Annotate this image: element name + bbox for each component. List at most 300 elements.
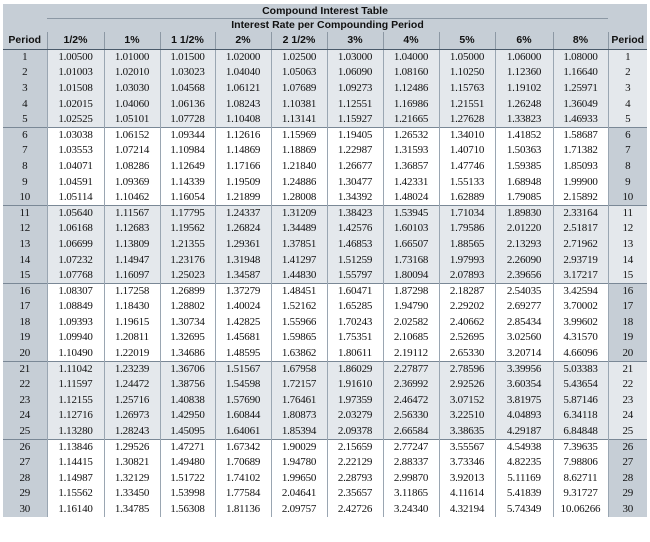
table-cell: 2.29202	[439, 299, 495, 315]
table-cell: 1.17166	[215, 159, 271, 175]
table-cell: 1.21899	[215, 190, 271, 206]
table-row	[3, 221, 647, 237]
period-cell: 13	[608, 237, 647, 253]
table-cell: 2.78596	[439, 361, 495, 377]
table-body	[3, 50, 647, 518]
table-cell: 1.67342	[215, 439, 271, 455]
table-cell: 1.01003	[47, 65, 104, 81]
period-cell: 28	[3, 471, 47, 487]
table-cell: 1.79085	[495, 190, 553, 206]
table-cell: 1.19509	[215, 174, 271, 190]
table-cell: 1.37851	[271, 237, 327, 253]
table-cell: 1.38423	[327, 205, 383, 221]
table-cell: 4.66096	[553, 346, 608, 362]
table-cell: 1.09940	[47, 330, 104, 346]
table-cell: 1.02015	[47, 96, 104, 112]
table-cell: 1.01500	[160, 50, 215, 66]
table-cell: 1.50363	[495, 143, 553, 159]
table-cell: 1.36857	[383, 159, 439, 175]
period-cell: 3	[608, 81, 647, 97]
period-cell: 1	[608, 50, 647, 66]
table-cell: 1.67958	[271, 361, 327, 377]
table-cell: 3.73346	[439, 455, 495, 471]
table-cell: 1.10462	[104, 190, 160, 206]
table-cell: 1.12649	[160, 159, 215, 175]
table-cell: 1.87298	[383, 283, 439, 299]
table-row	[3, 112, 647, 128]
table-cell: 1.94780	[271, 455, 327, 471]
period-cell: 10	[608, 190, 647, 206]
table-cell: 1.53945	[383, 205, 439, 221]
table-cell: 1.13141	[271, 112, 327, 128]
table-cell: 2.69277	[495, 299, 553, 315]
table-cell: 1.08307	[47, 283, 104, 299]
rate-header: 2%	[215, 32, 271, 50]
period-cell: 18	[608, 315, 647, 331]
table-cell: 1.12683	[104, 221, 160, 237]
table-cell: 2.15659	[327, 439, 383, 455]
table-cell: 1.34587	[215, 268, 271, 284]
table-title: Compound Interest Table	[3, 4, 647, 19]
table-row	[3, 439, 647, 455]
table-cell: 1.08849	[47, 299, 104, 315]
period-cell: 17	[3, 299, 47, 315]
table-cell: 1.22987	[327, 143, 383, 159]
table-cell: 3.07152	[439, 393, 495, 409]
table-cell: 1.04568	[160, 81, 215, 97]
table-row	[3, 502, 647, 518]
table-cell: 1.31593	[383, 143, 439, 159]
table-cell: 2.46472	[383, 393, 439, 409]
table-cell: 1.07214	[104, 143, 160, 159]
table-cell: 1.51567	[215, 361, 271, 377]
table-cell: 1.19562	[160, 221, 215, 237]
period-cell: 5	[608, 112, 647, 128]
table-cell: 1.48451	[271, 283, 327, 299]
table-cell: 2.42726	[327, 502, 383, 518]
table-cell: 1.70689	[215, 455, 271, 471]
table-cell: 2.22129	[327, 455, 383, 471]
table-cell: 1.26899	[160, 283, 215, 299]
table-cell: 1.80611	[327, 346, 383, 362]
table-cell: 1.15763	[439, 81, 495, 97]
rate-header: 1/2%	[47, 32, 104, 50]
table-cell: 1.03038	[47, 127, 104, 143]
period-cell: 29	[3, 486, 47, 502]
table-cell: 3.60354	[495, 377, 553, 393]
table-cell: 2.65330	[439, 346, 495, 362]
table-cell: 1.18869	[271, 143, 327, 159]
period-cell: 8	[608, 159, 647, 175]
table-cell: 1.16640	[553, 65, 608, 81]
table-cell: 1.12155	[47, 393, 104, 409]
table-cell: 1.30477	[327, 174, 383, 190]
table-cell: 2.52695	[439, 330, 495, 346]
table-cell: 1.06090	[327, 65, 383, 81]
table-cell: 2.33164	[553, 205, 608, 221]
table-cell: 1.26532	[383, 127, 439, 143]
table-cell: 1.04060	[104, 96, 160, 112]
table-row	[3, 315, 647, 331]
table-cell: 1.17795	[160, 205, 215, 221]
table-cell: 1.04071	[47, 159, 104, 175]
table-cell: 1.21840	[271, 159, 327, 175]
table-cell: 1.25971	[553, 81, 608, 97]
table-cell: 1.11042	[47, 361, 104, 377]
rate-header: 1 1/2%	[160, 32, 215, 50]
table-cell: 1.54598	[215, 377, 271, 393]
period-cell: 15	[608, 268, 647, 284]
table-cell: 1.40838	[160, 393, 215, 409]
table-cell: 1.48024	[383, 190, 439, 206]
table-cell: 2.92526	[439, 377, 495, 393]
period-cell: 12	[3, 221, 47, 237]
table-cell: 1.05114	[47, 190, 104, 206]
period-cell: 15	[3, 268, 47, 284]
table-cell: 4.54938	[495, 439, 553, 455]
table-row	[3, 424, 647, 440]
table-cell: 2.88337	[383, 455, 439, 471]
table-cell: 6.34118	[553, 408, 608, 424]
table-cell: 1.04040	[215, 65, 271, 81]
table-cell: 2.04641	[271, 486, 327, 502]
table-cell: 1.36706	[160, 361, 215, 377]
table-cell: 1.77584	[215, 486, 271, 502]
table-row	[3, 408, 647, 424]
table-cell: 1.08160	[383, 65, 439, 81]
table-cell: 1.89830	[495, 205, 553, 221]
table-cell: 1.88565	[439, 237, 495, 253]
table-row	[3, 455, 647, 471]
table-cell: 3.20714	[495, 346, 553, 362]
table-cell: 1.14415	[47, 455, 104, 471]
rate-header: 2 1/2%	[271, 32, 327, 50]
table-cell: 2.35657	[327, 486, 383, 502]
table-cell: 1.34686	[160, 346, 215, 362]
table-cell: 1.12551	[327, 96, 383, 112]
period-cell: 21	[3, 361, 47, 377]
table-cell: 1.13280	[47, 424, 104, 440]
table-cell: 1.71382	[553, 143, 608, 159]
table-cell: 1.79586	[439, 221, 495, 237]
table-cell: 1.55797	[327, 268, 383, 284]
table-cell: 1.05640	[47, 205, 104, 221]
table-cell: 1.14869	[215, 143, 271, 159]
table-cell: 1.05000	[439, 50, 495, 66]
table-cell: 1.03553	[47, 143, 104, 159]
table-cell: 1.28243	[104, 424, 160, 440]
period-cell: 14	[3, 252, 47, 268]
table-cell: 1.01508	[47, 81, 104, 97]
table-cell: 1.05101	[104, 112, 160, 128]
table-cell: 1.19102	[495, 81, 553, 97]
table-cell: 1.06136	[160, 96, 215, 112]
period-cell: 30	[3, 502, 47, 518]
table-cell: 1.21665	[383, 112, 439, 128]
table-cell: 1.49480	[160, 455, 215, 471]
table-cell: 1.15927	[327, 112, 383, 128]
table-cell: 1.26973	[104, 408, 160, 424]
period-header-left: Period	[3, 32, 47, 50]
table-cell: 1.99650	[271, 471, 327, 487]
table-cell: 8.62711	[553, 471, 608, 487]
rate-header: 8%	[553, 32, 608, 50]
table-row	[3, 346, 647, 362]
table-cell: 1.24472	[104, 377, 160, 393]
period-cell: 5	[3, 112, 47, 128]
table-cell: 1.14987	[47, 471, 104, 487]
table-cell: 1.21551	[439, 96, 495, 112]
period-cell: 17	[608, 299, 647, 315]
table-cell: 1.10250	[439, 65, 495, 81]
rate-header: 1%	[104, 32, 160, 50]
table-cell: 1.16986	[383, 96, 439, 112]
rate-header: 6%	[495, 32, 553, 50]
compound-interest-table	[3, 4, 647, 517]
table-cell: 1.55133	[439, 174, 495, 190]
table-cell: 1.85394	[271, 424, 327, 440]
table-cell: 1.60103	[383, 221, 439, 237]
table-cell: 1.60844	[215, 408, 271, 424]
table-cell: 1.30734	[160, 315, 215, 331]
table-cell: 3.81975	[495, 393, 553, 409]
table-cell: 1.03023	[160, 65, 215, 81]
table-cell: 1.00500	[47, 50, 104, 66]
table-cell: 3.17217	[553, 268, 608, 284]
period-cell: 12	[608, 221, 647, 237]
table-row	[3, 393, 647, 409]
table-cell: 5.43654	[553, 377, 608, 393]
table-cell: 1.06000	[495, 50, 553, 66]
table-cell: 1.28008	[271, 190, 327, 206]
table-cell: 1.15562	[47, 486, 104, 502]
table-cell: 1.08000	[553, 50, 608, 66]
table-cell: 1.47271	[160, 439, 215, 455]
table-cell: 1.24886	[271, 174, 327, 190]
period-cell: 1	[3, 50, 47, 66]
table-cell: 1.94790	[383, 299, 439, 315]
table-cell: 1.75351	[327, 330, 383, 346]
table-cell: 1.55966	[271, 315, 327, 331]
table-cell: 1.38756	[160, 377, 215, 393]
table-cell: 1.97993	[439, 252, 495, 268]
table-cell: 1.12360	[495, 65, 553, 81]
period-cell: 19	[608, 330, 647, 346]
table-cell: 1.06699	[47, 237, 104, 253]
table-cell: 2.27877	[383, 361, 439, 377]
table-cell: 1.25023	[160, 268, 215, 284]
table-cell: 10.06266	[553, 502, 608, 518]
period-cell: 16	[3, 283, 47, 299]
table-cell: 3.39956	[495, 361, 553, 377]
table-cell: 2.03279	[327, 408, 383, 424]
table-cell: 1.62889	[439, 190, 495, 206]
table-cell: 3.92013	[439, 471, 495, 487]
table-cell: 1.58687	[553, 127, 608, 143]
table-cell: 1.42331	[383, 174, 439, 190]
table-cell: 1.40024	[215, 299, 271, 315]
table-cell: 2.71962	[553, 237, 608, 253]
table-cell: 1.06121	[215, 81, 271, 97]
table-cell: 4.32194	[439, 502, 495, 518]
table-cell: 1.24337	[215, 205, 271, 221]
period-cell: 27	[608, 455, 647, 471]
table-cell: 4.29187	[495, 424, 553, 440]
period-cell: 9	[3, 174, 47, 190]
table-cell: 1.42576	[327, 221, 383, 237]
table-cell: 1.33823	[495, 112, 553, 128]
table-cell: 1.37279	[215, 283, 271, 299]
table-cell: 2.02582	[383, 315, 439, 331]
table-row	[3, 205, 647, 221]
table-cell: 1.07768	[47, 268, 104, 284]
table-cell: 1.99900	[553, 174, 608, 190]
table-cell: 1.05063	[271, 65, 327, 81]
table-cell: 4.04893	[495, 408, 553, 424]
period-cell: 18	[3, 315, 47, 331]
period-cell: 23	[608, 393, 647, 409]
table-cell: 1.10490	[47, 346, 104, 362]
table-cell: 3.38635	[439, 424, 495, 440]
table-cell: 1.14947	[104, 252, 160, 268]
table-row	[3, 377, 647, 393]
table-cell: 1.26824	[215, 221, 271, 237]
table-cell: 1.56308	[160, 502, 215, 518]
table-cell: 5.41839	[495, 486, 553, 502]
table-cell: 1.64061	[215, 424, 271, 440]
table-row	[3, 330, 647, 346]
table-cell: 1.03030	[104, 81, 160, 97]
table-cell: 1.86029	[327, 361, 383, 377]
table-cell: 1.04000	[383, 50, 439, 66]
table-cell: 3.99602	[553, 315, 608, 331]
table-cell: 7.98806	[553, 455, 608, 471]
table-cell: 2.07893	[439, 268, 495, 284]
period-cell: 6	[3, 127, 47, 143]
table-cell: 1.31209	[271, 205, 327, 221]
table-cell: 1.08243	[215, 96, 271, 112]
table-cell: 1.32129	[104, 471, 160, 487]
period-cell: 10	[3, 190, 47, 206]
table-cell: 1.30821	[104, 455, 160, 471]
table-cell: 1.02500	[271, 50, 327, 66]
table-cell: 1.66507	[383, 237, 439, 253]
table-cell: 1.31948	[215, 252, 271, 268]
table-cell: 1.59865	[271, 330, 327, 346]
period-cell: 21	[608, 361, 647, 377]
table-cell: 3.55567	[439, 439, 495, 455]
period-cell: 3	[3, 81, 47, 97]
period-cell: 8	[3, 159, 47, 175]
period-cell: 4	[3, 96, 47, 112]
table-cell: 1.06168	[47, 221, 104, 237]
table-cell: 2.54035	[495, 283, 553, 299]
table-cell: 1.91610	[327, 377, 383, 393]
period-cell: 20	[3, 346, 47, 362]
table-row	[3, 143, 647, 159]
rate-header: 4%	[383, 32, 439, 50]
period-cell: 9	[608, 174, 647, 190]
table-cell: 1.25716	[104, 393, 160, 409]
table-cell: 1.97359	[327, 393, 383, 409]
table-cell: 1.42825	[215, 315, 271, 331]
period-cell: 22	[608, 377, 647, 393]
table-cell: 1.51722	[160, 471, 215, 487]
table-cell: 9.31727	[553, 486, 608, 502]
table-cell: 2.40662	[439, 315, 495, 331]
table-row	[3, 65, 647, 81]
table-cell: 3.24340	[383, 502, 439, 518]
table-cell: 1.07689	[271, 81, 327, 97]
table-cell: 1.36049	[553, 96, 608, 112]
table-cell: 1.23239	[104, 361, 160, 377]
table-cell: 1.34489	[271, 221, 327, 237]
table-row	[3, 268, 647, 284]
table-cell: 4.11614	[439, 486, 495, 502]
table-cell: 1.14339	[160, 174, 215, 190]
table-cell: 1.45095	[160, 424, 215, 440]
table-cell: 1.10381	[271, 96, 327, 112]
period-cell: 16	[608, 283, 647, 299]
period-cell: 7	[608, 143, 647, 159]
table-cell: 1.81136	[215, 502, 271, 518]
table-cell: 1.26677	[327, 159, 383, 175]
table-row	[3, 299, 647, 315]
table-cell: 1.19405	[327, 127, 383, 143]
table-row	[3, 190, 647, 206]
table-cell: 1.16097	[104, 268, 160, 284]
table-cell: 1.22019	[104, 346, 160, 362]
table-cell: 1.71034	[439, 205, 495, 221]
table-cell: 2.09378	[327, 424, 383, 440]
table-cell: 1.21355	[160, 237, 215, 253]
table-cell: 1.01000	[104, 50, 160, 66]
period-cell: 11	[3, 205, 47, 221]
table-cell: 1.70243	[327, 315, 383, 331]
table-cell: 2.09757	[271, 502, 327, 518]
table-row	[3, 471, 647, 487]
period-cell: 23	[3, 393, 47, 409]
table-cell: 1.17258	[104, 283, 160, 299]
period-cell: 29	[608, 486, 647, 502]
table-cell: 1.12716	[47, 408, 104, 424]
table-cell: 5.74349	[495, 502, 553, 518]
table-cell: 1.80094	[383, 268, 439, 284]
table-row	[3, 237, 647, 253]
period-header-right: Period	[608, 32, 647, 50]
table-cell: 2.39656	[495, 268, 553, 284]
table-cell: 2.66584	[383, 424, 439, 440]
table-cell: 1.06152	[104, 127, 160, 143]
table-cell: 1.47746	[439, 159, 495, 175]
table-cell: 5.87146	[553, 393, 608, 409]
period-cell: 24	[608, 408, 647, 424]
table-cell: 1.68948	[495, 174, 553, 190]
table-cell: 1.11597	[47, 377, 104, 393]
table-cell: 1.28802	[160, 299, 215, 315]
table-cell: 1.46933	[553, 112, 608, 128]
table-cell: 1.42950	[160, 408, 215, 424]
period-cell: 19	[3, 330, 47, 346]
table-cell: 2.99870	[383, 471, 439, 487]
table-row	[3, 486, 647, 502]
table-cell: 2.19112	[383, 346, 439, 362]
table-cell: 7.39635	[553, 439, 608, 455]
table-cell: 2.26090	[495, 252, 553, 268]
table-cell: 3.22510	[439, 408, 495, 424]
table-cell: 1.52162	[271, 299, 327, 315]
table-cell: 1.32695	[160, 330, 215, 346]
